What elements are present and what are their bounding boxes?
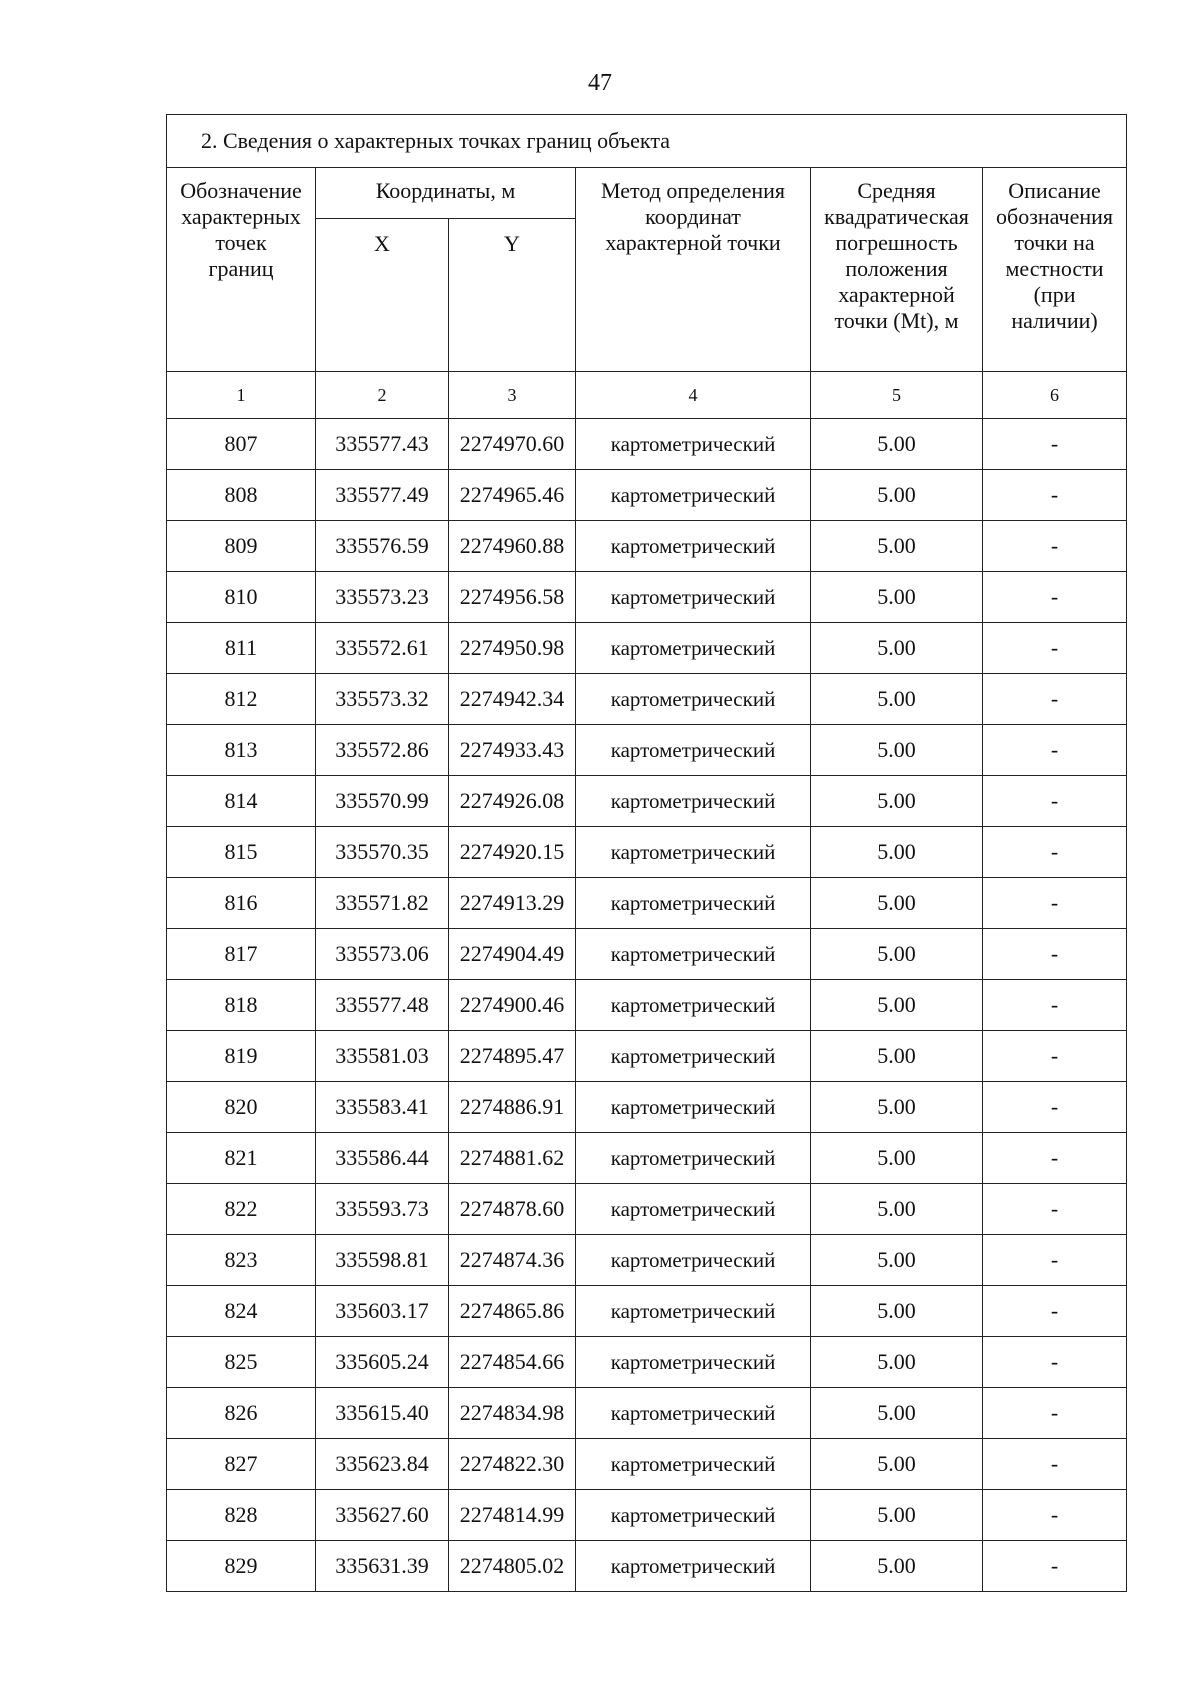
description-cell: - bbox=[983, 827, 1127, 878]
header-line: характерной точки bbox=[605, 230, 781, 255]
coord-y-cell: 2274822.30 bbox=[449, 1439, 576, 1490]
description-cell: - bbox=[983, 1133, 1127, 1184]
header-line: точек bbox=[215, 230, 267, 255]
error-cell: 5.00 bbox=[811, 980, 983, 1031]
table-row bbox=[167, 725, 1127, 776]
method-cell: картометрический bbox=[576, 1082, 811, 1133]
header-line: точки (Mt), м bbox=[834, 308, 959, 333]
description-cell: - bbox=[983, 419, 1127, 470]
table-row bbox=[167, 1439, 1127, 1490]
table-row bbox=[167, 1235, 1127, 1286]
table-row bbox=[167, 674, 1127, 725]
coord-x-cell: 335577.48 bbox=[316, 980, 449, 1031]
description-cell: - bbox=[983, 1286, 1127, 1337]
method-cell: картометрический bbox=[576, 1388, 811, 1439]
description-cell: - bbox=[983, 1082, 1127, 1133]
column-number: 2 bbox=[316, 372, 449, 419]
point-id-cell: 808 bbox=[167, 470, 316, 521]
error-cell: 5.00 bbox=[811, 674, 983, 725]
error-cell: 5.00 bbox=[811, 623, 983, 674]
error-cell: 5.00 bbox=[811, 419, 983, 470]
table-row bbox=[167, 1541, 1127, 1592]
method-cell: картометрический bbox=[576, 929, 811, 980]
description-cell: - bbox=[983, 1184, 1127, 1235]
header-line: Метод определения bbox=[600, 178, 786, 203]
coord-y-cell: 2274960.88 bbox=[449, 521, 576, 572]
column-number: 1 bbox=[167, 372, 316, 419]
method-cell: картометрический bbox=[576, 521, 811, 572]
table-row bbox=[167, 572, 1127, 623]
description-cell: - bbox=[983, 725, 1127, 776]
header-line: границ bbox=[208, 256, 274, 281]
header-line: Средняя bbox=[857, 178, 936, 203]
table-row bbox=[167, 470, 1127, 521]
description-cell: - bbox=[983, 878, 1127, 929]
method-cell: картометрический bbox=[576, 1490, 811, 1541]
header-line: местности bbox=[1005, 256, 1104, 281]
error-cell: 5.00 bbox=[811, 1235, 983, 1286]
header-line: точки на bbox=[1014, 230, 1095, 255]
point-id-cell: 828 bbox=[167, 1490, 316, 1541]
error-cell: 5.00 bbox=[811, 776, 983, 827]
point-id-cell: 820 bbox=[167, 1082, 316, 1133]
column-number: 3 bbox=[449, 372, 576, 419]
method-cell: картометрический bbox=[576, 674, 811, 725]
column-number: 5 bbox=[811, 372, 983, 419]
table-row bbox=[167, 827, 1127, 878]
error-cell: 5.00 bbox=[811, 1337, 983, 1388]
error-cell: 5.00 bbox=[811, 1490, 983, 1541]
point-id-cell: 814 bbox=[167, 776, 316, 827]
point-id-cell: 824 bbox=[167, 1286, 316, 1337]
description-cell: - bbox=[983, 1235, 1127, 1286]
description-cell: - bbox=[983, 572, 1127, 623]
description-cell: - bbox=[983, 1388, 1127, 1439]
coord-y-cell: 2274865.86 bbox=[449, 1286, 576, 1337]
table-row bbox=[167, 1184, 1127, 1235]
error-cell: 5.00 bbox=[811, 1439, 983, 1490]
description-cell: - bbox=[983, 1337, 1127, 1388]
error-cell: 5.00 bbox=[811, 1541, 983, 1592]
method-cell: картометрический bbox=[576, 1235, 811, 1286]
point-id-cell: 822 bbox=[167, 1184, 316, 1235]
coord-y-cell: 2274805.02 bbox=[449, 1541, 576, 1592]
coord-x-cell: 335577.49 bbox=[316, 470, 449, 521]
point-id-cell: 821 bbox=[167, 1133, 316, 1184]
table-row bbox=[167, 1082, 1127, 1133]
description-cell: - bbox=[983, 623, 1127, 674]
method-cell: картометрический bbox=[576, 1286, 811, 1337]
coord-y-cell: 2274878.60 bbox=[449, 1184, 576, 1235]
point-id-cell: 827 bbox=[167, 1439, 316, 1490]
point-id-cell: 807 bbox=[167, 419, 316, 470]
point-id-cell: 809 bbox=[167, 521, 316, 572]
header-line: Описание bbox=[1008, 178, 1101, 203]
point-id-cell: 823 bbox=[167, 1235, 316, 1286]
method-cell: картометрический bbox=[576, 1031, 811, 1082]
coord-y-cell: 2274942.34 bbox=[449, 674, 576, 725]
method-cell: картометрический bbox=[576, 572, 811, 623]
table-row bbox=[167, 929, 1127, 980]
description-cell: - bbox=[983, 980, 1127, 1031]
coord-y-cell: 2274874.36 bbox=[449, 1235, 576, 1286]
column-number: 4 bbox=[576, 372, 811, 419]
method-cell: картометрический bbox=[576, 827, 811, 878]
point-id-cell: 819 bbox=[167, 1031, 316, 1082]
header-line: координат bbox=[645, 204, 741, 229]
header-line: положения bbox=[845, 256, 948, 281]
point-id-cell: 813 bbox=[167, 725, 316, 776]
point-id-cell: 826 bbox=[167, 1388, 316, 1439]
coord-y-cell: 2274926.08 bbox=[449, 776, 576, 827]
method-cell: картометрический bbox=[576, 1133, 811, 1184]
page-number: 47 bbox=[588, 70, 612, 96]
description-cell: - bbox=[983, 1541, 1127, 1592]
coord-y-cell: 2274956.58 bbox=[449, 572, 576, 623]
coord-x-cell: 335605.24 bbox=[316, 1337, 449, 1388]
table-row bbox=[167, 521, 1127, 572]
header-point-designation bbox=[167, 168, 316, 372]
method-cell: картометрический bbox=[576, 1439, 811, 1490]
header-line: квадратическая bbox=[824, 204, 969, 229]
boundary-points-table bbox=[166, 114, 1127, 1592]
coord-y-cell: 2274814.99 bbox=[449, 1490, 576, 1541]
description-cell: - bbox=[983, 1490, 1127, 1541]
table-row bbox=[167, 1388, 1127, 1439]
coord-x-cell: 335571.82 bbox=[316, 878, 449, 929]
coord-y-cell: 2274970.60 bbox=[449, 419, 576, 470]
table-row bbox=[167, 623, 1127, 674]
point-id-cell: 811 bbox=[167, 623, 316, 674]
header-coordinates: Координаты, м bbox=[316, 168, 576, 219]
point-id-cell: 829 bbox=[167, 1541, 316, 1592]
method-cell: картометрический bbox=[576, 725, 811, 776]
method-cell: картометрический bbox=[576, 470, 811, 521]
section-title: 2. Сведения о характерных точках границ объекта bbox=[167, 115, 1127, 168]
error-cell: 5.00 bbox=[811, 1082, 983, 1133]
table-row bbox=[167, 1490, 1127, 1541]
coord-y-cell: 2274965.46 bbox=[449, 470, 576, 521]
description-cell: - bbox=[983, 1439, 1127, 1490]
table-row bbox=[167, 1337, 1127, 1388]
coord-y-cell: 2274904.49 bbox=[449, 929, 576, 980]
coord-y-cell: 2274900.46 bbox=[449, 980, 576, 1031]
table-row bbox=[167, 980, 1127, 1031]
error-cell: 5.00 bbox=[811, 572, 983, 623]
description-cell: - bbox=[983, 470, 1127, 521]
error-cell: 5.00 bbox=[811, 1388, 983, 1439]
error-cell: 5.00 bbox=[811, 470, 983, 521]
coord-x-cell: 335603.17 bbox=[316, 1286, 449, 1337]
method-cell: картометрический bbox=[576, 878, 811, 929]
coord-x-cell: 335570.35 bbox=[316, 827, 449, 878]
coord-y-cell: 2274920.15 bbox=[449, 827, 576, 878]
table-row bbox=[167, 419, 1127, 470]
table-row bbox=[167, 1133, 1127, 1184]
table-row bbox=[167, 776, 1127, 827]
error-cell: 5.00 bbox=[811, 1031, 983, 1082]
header-line: обозначения bbox=[996, 204, 1114, 229]
coord-x-cell: 335572.61 bbox=[316, 623, 449, 674]
header-line: погрешность bbox=[835, 230, 958, 255]
error-cell: 5.00 bbox=[811, 521, 983, 572]
header-x: X bbox=[316, 219, 449, 372]
coord-y-cell: 2274933.43 bbox=[449, 725, 576, 776]
coord-x-cell: 335570.99 bbox=[316, 776, 449, 827]
coord-x-cell: 335576.59 bbox=[316, 521, 449, 572]
error-cell: 5.00 bbox=[811, 827, 983, 878]
coord-y-cell: 2274950.98 bbox=[449, 623, 576, 674]
point-id-cell: 815 bbox=[167, 827, 316, 878]
header-description bbox=[983, 168, 1127, 372]
coord-y-cell: 2274895.47 bbox=[449, 1031, 576, 1082]
method-cell: картометрический bbox=[576, 980, 811, 1031]
coord-y-cell: 2274834.98 bbox=[449, 1388, 576, 1439]
point-id-cell: 817 bbox=[167, 929, 316, 980]
error-cell: 5.00 bbox=[811, 929, 983, 980]
description-cell: - bbox=[983, 1031, 1127, 1082]
coord-x-cell: 335573.32 bbox=[316, 674, 449, 725]
description-cell: - bbox=[983, 674, 1127, 725]
header-mean-square-error bbox=[811, 168, 983, 372]
coord-y-cell: 2274854.66 bbox=[449, 1337, 576, 1388]
header-line: (при bbox=[1033, 282, 1076, 307]
coord-y-cell: 2274881.62 bbox=[449, 1133, 576, 1184]
method-cell: картометрический bbox=[576, 1184, 811, 1235]
method-cell: картометрический bbox=[576, 623, 811, 674]
coord-x-cell: 335615.40 bbox=[316, 1388, 449, 1439]
coord-x-cell: 335581.03 bbox=[316, 1031, 449, 1082]
header-line: характерной bbox=[838, 282, 955, 307]
method-cell: картометрический bbox=[576, 1337, 811, 1388]
error-cell: 5.00 bbox=[811, 1184, 983, 1235]
error-cell: 5.00 bbox=[811, 1286, 983, 1337]
point-id-cell: 810 bbox=[167, 572, 316, 623]
error-cell: 5.00 bbox=[811, 878, 983, 929]
coord-x-cell: 335573.06 bbox=[316, 929, 449, 980]
header-method bbox=[576, 168, 811, 372]
coord-x-cell: 335583.41 bbox=[316, 1082, 449, 1133]
coord-x-cell: 335593.73 bbox=[316, 1184, 449, 1235]
method-cell: картометрический bbox=[576, 1541, 811, 1592]
point-id-cell: 825 bbox=[167, 1337, 316, 1388]
point-id-cell: 816 bbox=[167, 878, 316, 929]
description-cell: - bbox=[983, 929, 1127, 980]
error-cell: 5.00 bbox=[811, 1133, 983, 1184]
table-row bbox=[167, 1286, 1127, 1337]
header-line: характерных bbox=[181, 204, 301, 229]
coord-y-cell: 2274886.91 bbox=[449, 1082, 576, 1133]
method-cell: картометрический bbox=[576, 419, 811, 470]
error-cell: 5.00 bbox=[811, 725, 983, 776]
description-cell: - bbox=[983, 776, 1127, 827]
point-id-cell: 818 bbox=[167, 980, 316, 1031]
coord-x-cell: 335623.84 bbox=[316, 1439, 449, 1490]
header-line: Обозначение bbox=[180, 178, 302, 203]
description-cell: - bbox=[983, 521, 1127, 572]
method-cell: картометрический bbox=[576, 776, 811, 827]
column-number: 6 bbox=[983, 372, 1127, 419]
point-id-cell: 812 bbox=[167, 674, 316, 725]
coord-x-cell: 335577.43 bbox=[316, 419, 449, 470]
header-line: наличии) bbox=[1011, 308, 1098, 333]
coord-x-cell: 335586.44 bbox=[316, 1133, 449, 1184]
coord-x-cell: 335598.81 bbox=[316, 1235, 449, 1286]
header-y: Y bbox=[449, 219, 576, 372]
table-row bbox=[167, 1031, 1127, 1082]
coord-x-cell: 335572.86 bbox=[316, 725, 449, 776]
table-row bbox=[167, 878, 1127, 929]
coord-x-cell: 335627.60 bbox=[316, 1490, 449, 1541]
coord-y-cell: 2274913.29 bbox=[449, 878, 576, 929]
coord-x-cell: 335573.23 bbox=[316, 572, 449, 623]
coord-x-cell: 335631.39 bbox=[316, 1541, 449, 1592]
